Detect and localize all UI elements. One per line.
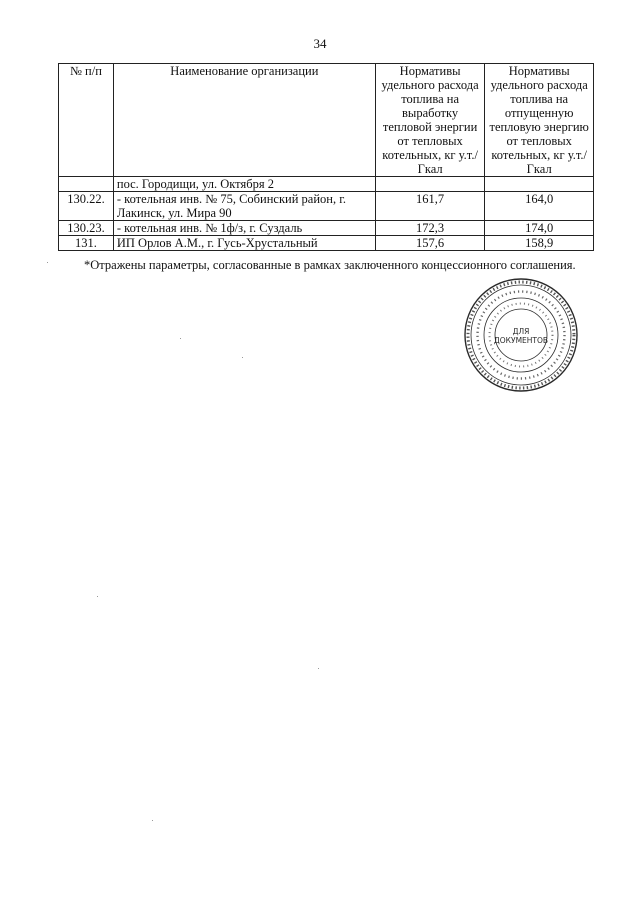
row-name: ИП Орлов А.М., г. Гусь-Хрустальный bbox=[113, 236, 375, 251]
scan-speck bbox=[180, 338, 181, 339]
row-value2: 158,9 bbox=[485, 236, 594, 251]
row-value2: 164,0 bbox=[485, 192, 594, 221]
table-row bbox=[59, 236, 594, 251]
row-name: пос. Городищи, ул. Октября 2 bbox=[113, 177, 375, 192]
row-value1: 161,7 bbox=[375, 192, 485, 221]
seal-center-line1: ДЛЯ bbox=[512, 327, 530, 336]
row-value2 bbox=[485, 177, 594, 192]
header-num: № п/п bbox=[59, 64, 114, 177]
table-row bbox=[59, 221, 594, 236]
header-value2: Нормативы удельного расхода топлива на отпущенную тепловую энергию от тепловых котельных, кг у.т./Гкал bbox=[485, 64, 594, 177]
row-num bbox=[59, 177, 114, 192]
page-number: 34 bbox=[313, 36, 327, 51]
table-row bbox=[59, 177, 594, 192]
row-value1: 157,6 bbox=[375, 236, 485, 251]
row-name: - котельная инв. № 75, Собинский район, г. Лакинск, ул. Мира 90 bbox=[113, 192, 375, 221]
table-header-row bbox=[59, 64, 594, 177]
row-name: - котельная инв. № 1ф/з, г. Суздаль bbox=[113, 221, 375, 236]
row-value2: 174,0 bbox=[485, 221, 594, 236]
scan-speck bbox=[318, 668, 319, 669]
row-num: 130.22. bbox=[59, 192, 114, 221]
row-value1: 172,3 bbox=[375, 221, 485, 236]
table-row bbox=[59, 192, 594, 221]
row-num: 130.23. bbox=[59, 221, 114, 236]
row-value1 bbox=[375, 177, 485, 192]
scan-speck bbox=[47, 262, 48, 263]
footnote: *Отражены параметры, согласованные в рамках заключенного концессионного соглашения. bbox=[84, 258, 576, 272]
scan-speck bbox=[242, 357, 243, 358]
header-value1: Нормативы удельного расхода топлива на выработку тепловой энергии от тепловых котельных, кг у.т./Гкал bbox=[375, 64, 485, 177]
official-seal-icon bbox=[454, 276, 589, 394]
header-name: Наименование организации bbox=[113, 64, 375, 177]
scan-speck bbox=[97, 596, 98, 597]
seal-center-line2: ДОКУМЕНТОВ bbox=[493, 336, 549, 345]
scan-speck bbox=[152, 820, 153, 821]
norms-table bbox=[58, 63, 594, 251]
row-num: 131. bbox=[59, 236, 114, 251]
